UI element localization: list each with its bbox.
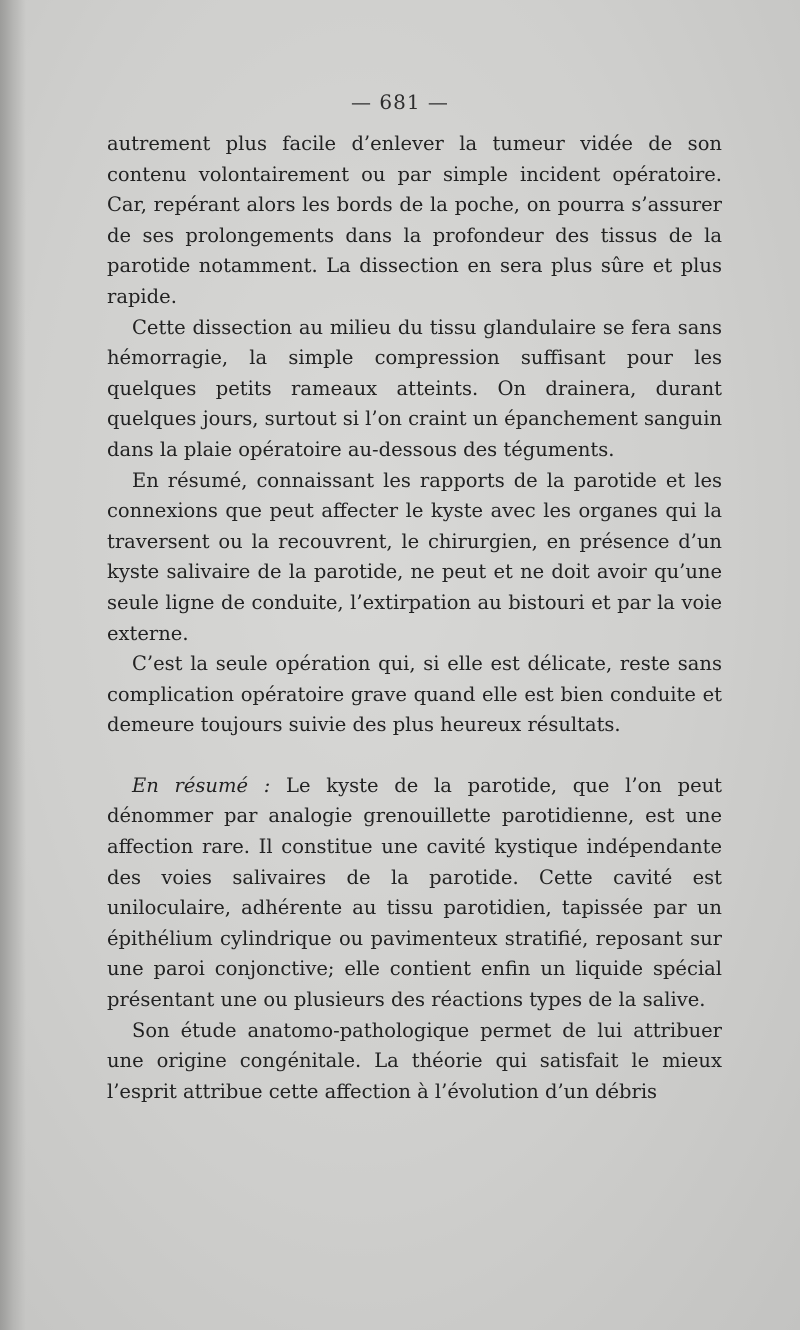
- paragraph-1: autrement plus facile d’enlever la tumeur vidée de son contenu volontairement ou par simple incident opératoire. Car, repérant alors les bords de la poche, on pourra s’assurer de ses prolongements dans la profondeur des tissus de la parotide notamment. La dissection en sera plus sûre et plus rapide.: [107, 132, 722, 308]
- paragraph-6: Son étude anatomo-pathologique permet de lui attribuer une origine congénitale. La théorie qui satisfait le mieux l’esprit attribue cette affection à l’évolution d’un débris: [107, 1018, 722, 1103]
- paragraph-3: En résumé, connaissant les rapports de la parotide et les connexions que peut affecter le kyste avec les organes qui la traversent ou la recouvrent, le chirurgien, en présence d’un kyste salivaire de la parotide, ne peut et ne doit avoir qu’une seule ligne de conduite, l’extirpation au bistouri et par la voie externe.: [107, 468, 722, 645]
- body-text: [107, 129, 722, 1107]
- paragraph-5-summary: [107, 771, 722, 1016]
- summary-text: Le kyste de la parotide, que l’on peut dénommer par analogie grenouillette parotidienne, est une affection rare. Il constitue une cavité kystique indépendante des voies salivaires de la parotide. Cette cavité est uniloculaire, adhérente au tissu parotidien, tapissée par un épithélium cylindrique ou pavimenteux stratifié, reposant sur une paroi conjonctive; elle contient enfin un liquide spécial présentant une ou plusieurs des réactions types de la salive.: [107, 773, 723, 1012]
- paragraph-4: C’est la seule opération qui, si elle est délicate, reste sans complication opératoire grave quand elle est bien conduite et demeure toujours suivie des plus heureux résultats.: [107, 652, 722, 737]
- page-number: — 681 —: [351, 90, 449, 114]
- paragraph-2: Cette dissection au milieu du tissu glandulaire se fera sans hémorragie, la simple compression suffisant pour les quelques petits rameaux atteints. On drainera, durant quelques jours, surtout si l’on craint un épanchement sanguin dans la plaie opératoire au-dessous des téguments.: [107, 315, 723, 461]
- summary-lead: En résumé :: [132, 773, 271, 797]
- page-gutter-shadow: [0, 0, 26, 1330]
